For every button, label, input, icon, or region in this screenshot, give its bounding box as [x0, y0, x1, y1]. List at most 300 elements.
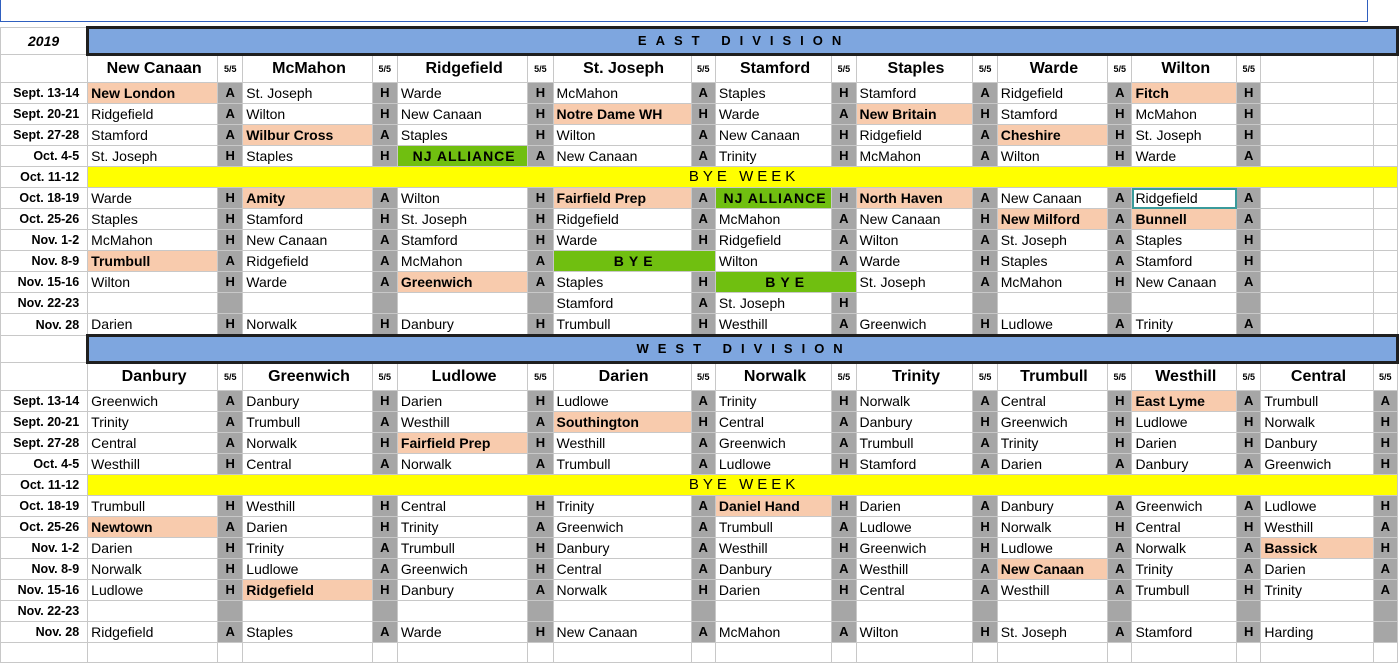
blank-cell[interactable] — [1261, 55, 1373, 83]
opponent-cell[interactable]: Wilton — [243, 104, 372, 125]
opponent-cell[interactable]: Ludlowe — [1261, 496, 1373, 517]
opponent-cell[interactable] — [997, 601, 1107, 622]
opponent-cell[interactable]: Trinity — [1261, 580, 1373, 601]
opponent-cell[interactable]: Ridgefield — [243, 580, 372, 601]
home-away-cell[interactable]: H — [372, 104, 397, 125]
home-away-cell[interactable]: H — [691, 314, 715, 336]
team-header[interactable]: New Canaan — [88, 55, 218, 83]
blank-cell[interactable] — [1237, 643, 1261, 663]
column-5-5-label[interactable]: 5/5 — [372, 55, 397, 83]
home-away-cell[interactable]: A — [832, 314, 856, 336]
opponent-cell[interactable]: Stamford — [856, 454, 973, 475]
home-away-cell[interactable] — [1373, 622, 1397, 643]
opponent-cell[interactable] — [397, 293, 527, 314]
home-away-cell[interactable]: H — [1237, 125, 1261, 146]
blank-cell[interactable] — [1373, 314, 1397, 336]
column-5-5-label[interactable]: 5/5 — [1237, 55, 1261, 83]
home-away-cell[interactable]: A — [832, 230, 856, 251]
week-date[interactable]: Oct. 25-26 — [1, 209, 88, 230]
opponent-cell[interactable]: Norwalk — [997, 517, 1107, 538]
home-away-cell[interactable]: A — [1108, 209, 1132, 230]
home-away-cell[interactable]: H — [1237, 412, 1261, 433]
home-away-cell[interactable]: A — [1373, 391, 1397, 412]
opponent-cell[interactable]: St. Joseph — [1132, 125, 1237, 146]
opponent-cell[interactable]: Greenwich — [1261, 454, 1373, 475]
blank-cell[interactable] — [1261, 293, 1373, 314]
home-away-cell[interactable]: A — [528, 412, 553, 433]
home-away-cell[interactable]: H — [528, 391, 553, 412]
blank-cell[interactable] — [1, 643, 88, 663]
home-away-cell[interactable]: H — [1373, 454, 1397, 475]
home-away-cell[interactable]: H — [218, 272, 243, 293]
home-away-cell[interactable] — [1237, 601, 1261, 622]
opponent-cell[interactable]: New Canaan — [715, 125, 831, 146]
home-away-cell[interactable]: H — [218, 230, 243, 251]
home-away-cell[interactable]: H — [1373, 433, 1397, 454]
home-away-cell[interactable]: H — [372, 314, 397, 336]
opponent-cell[interactable]: New Canaan — [397, 104, 527, 125]
opponent-cell[interactable]: Warde — [397, 622, 527, 643]
column-5-5-label[interactable]: 5/5 — [832, 55, 856, 83]
home-away-cell[interactable]: A — [1108, 230, 1132, 251]
opponent-cell[interactable]: St. Joseph — [997, 622, 1107, 643]
home-away-cell[interactable]: H — [832, 188, 856, 209]
home-away-cell[interactable]: H — [691, 272, 715, 293]
opponent-cell[interactable]: Trinity — [715, 146, 831, 167]
blank-cell[interactable] — [715, 643, 831, 663]
home-away-cell[interactable]: A — [1237, 188, 1261, 209]
opponent-cell[interactable]: Trumbull — [1132, 580, 1237, 601]
opponent-cell[interactable]: Greenwich — [397, 559, 527, 580]
opponent-cell[interactable]: Westhill — [1261, 517, 1373, 538]
blank-cell[interactable] — [1261, 83, 1373, 104]
blank-cell[interactable] — [1261, 251, 1373, 272]
home-away-cell[interactable]: A — [1373, 580, 1397, 601]
home-away-cell[interactable]: H — [1373, 412, 1397, 433]
home-away-cell[interactable]: H — [832, 293, 856, 314]
home-away-cell[interactable]: H — [1373, 538, 1397, 559]
home-away-cell[interactable] — [372, 601, 397, 622]
home-away-cell[interactable]: A — [973, 433, 997, 454]
blank-cell[interactable] — [973, 643, 997, 663]
east-division-title[interactable]: EAST DIVISION — [88, 28, 1398, 55]
home-away-cell[interactable] — [1108, 601, 1132, 622]
opponent-cell[interactable]: Notre Dame WH — [553, 104, 691, 125]
team-header[interactable]: Wilton — [1132, 55, 1237, 83]
home-away-cell[interactable] — [372, 293, 397, 314]
home-away-cell[interactable]: A — [832, 251, 856, 272]
home-away-cell[interactable]: A — [691, 293, 715, 314]
opponent-cell[interactable]: Trinity — [1132, 314, 1237, 336]
blank-cell[interactable] — [372, 643, 397, 663]
opponent-cell[interactable]: Warde — [88, 188, 218, 209]
home-away-cell[interactable]: H — [528, 83, 553, 104]
blank-cell[interactable] — [1373, 55, 1397, 83]
column-5-5-label[interactable]: 5/5 — [528, 363, 553, 391]
home-away-cell[interactable]: A — [1108, 559, 1132, 580]
home-away-cell[interactable]: H — [1108, 412, 1132, 433]
home-away-cell[interactable]: A — [832, 559, 856, 580]
home-away-cell[interactable]: H — [1108, 433, 1132, 454]
blank-cell[interactable] — [1373, 209, 1397, 230]
opponent-cell[interactable]: Norwalk — [243, 433, 372, 454]
home-away-cell[interactable]: A — [372, 272, 397, 293]
home-away-cell[interactable]: A — [528, 580, 553, 601]
blank-cell[interactable] — [528, 643, 553, 663]
home-away-cell[interactable]: A — [1108, 622, 1132, 643]
blank-cell[interactable] — [218, 643, 243, 663]
home-away-cell[interactable]: A — [1108, 251, 1132, 272]
opponent-cell[interactable]: Warde — [715, 104, 831, 125]
opponent-cell[interactable]: Staples — [715, 83, 831, 104]
team-header[interactable]: Ridgefield — [397, 55, 527, 83]
opponent-cell[interactable]: Stamford — [997, 104, 1107, 125]
opponent-cell[interactable]: Trinity — [553, 496, 691, 517]
opponent-cell[interactable]: New Canaan — [997, 559, 1107, 580]
week-date[interactable]: Oct. 11-12 — [1, 167, 88, 188]
opponent-cell[interactable] — [397, 601, 527, 622]
opponent-cell[interactable]: Greenwich — [856, 538, 973, 559]
home-away-cell[interactable] — [973, 293, 997, 314]
team-header[interactable]: Warde — [997, 55, 1107, 83]
opponent-cell[interactable]: Westhill — [397, 412, 527, 433]
blank-cell[interactable] — [691, 643, 715, 663]
home-away-cell[interactable]: A — [1237, 314, 1261, 336]
opponent-cell[interactable] — [1261, 601, 1373, 622]
home-away-cell[interactable]: A — [832, 209, 856, 230]
week-date[interactable]: Sept. 27-28 — [1, 125, 88, 146]
team-header[interactable]: Staples — [856, 55, 973, 83]
west-division-title[interactable]: WEST DIVISION — [88, 336, 1398, 363]
home-away-cell[interactable]: H — [528, 209, 553, 230]
home-away-cell[interactable]: A — [1237, 496, 1261, 517]
home-away-cell[interactable]: A — [1237, 538, 1261, 559]
home-away-cell[interactable]: H — [372, 146, 397, 167]
home-away-cell[interactable]: H — [218, 580, 243, 601]
home-away-cell[interactable]: A — [832, 433, 856, 454]
opponent-cell[interactable]: Staples — [997, 251, 1107, 272]
opponent-cell[interactable]: Trumbull — [88, 496, 218, 517]
opponent-cell[interactable]: NJ ALLIANCE — [715, 188, 831, 209]
opponent-cell[interactable]: Norwalk — [553, 580, 691, 601]
opponent-cell[interactable]: Ridgefield — [715, 230, 831, 251]
home-away-cell[interactable]: A — [691, 496, 715, 517]
opponent-cell[interactable]: Stamford — [397, 230, 527, 251]
opponent-cell[interactable]: NJ ALLIANCE — [397, 146, 527, 167]
team-header[interactable]: Stamford — [715, 55, 831, 83]
opponent-cell[interactable]: Central — [243, 454, 372, 475]
home-away-cell[interactable]: A — [1108, 496, 1132, 517]
opponent-cell[interactable]: Danbury — [243, 391, 372, 412]
opponent-cell[interactable]: Trumbull — [553, 314, 691, 336]
blank-cell[interactable] — [88, 643, 218, 663]
blank-cell[interactable] — [1108, 643, 1132, 663]
home-away-cell[interactable]: H — [973, 517, 997, 538]
opponent-cell[interactable]: Amity — [243, 188, 372, 209]
week-date[interactable]: Sept. 27-28 — [1, 433, 88, 454]
home-away-cell[interactable]: H — [832, 454, 856, 475]
opponent-cell[interactable]: Norwalk — [856, 391, 973, 412]
year-label[interactable]: 2019 — [1, 28, 88, 55]
home-away-cell[interactable]: H — [372, 517, 397, 538]
opponent-cell[interactable]: St. Joseph — [88, 146, 218, 167]
opponent-cell[interactable]: Trinity — [715, 391, 831, 412]
home-away-cell[interactable]: A — [832, 517, 856, 538]
opponent-cell[interactable] — [1132, 601, 1237, 622]
opponent-cell[interactable]: Westhill — [715, 538, 831, 559]
home-away-cell[interactable]: A — [218, 622, 243, 643]
opponent-cell[interactable]: Greenwich — [997, 412, 1107, 433]
home-away-cell[interactable]: H — [372, 580, 397, 601]
opponent-cell[interactable]: St. Joseph — [243, 83, 372, 104]
blank-cell[interactable] — [1261, 188, 1373, 209]
opponent-cell[interactable]: Norwalk — [397, 454, 527, 475]
opponent-cell[interactable] — [88, 601, 218, 622]
opponent-cell[interactable]: Central — [553, 559, 691, 580]
home-away-cell[interactable]: H — [973, 314, 997, 336]
opponent-cell[interactable]: Trinity — [997, 433, 1107, 454]
opponent-cell[interactable]: Wilbur Cross — [243, 125, 372, 146]
home-away-cell[interactable]: A — [691, 454, 715, 475]
opponent-cell[interactable]: Central — [397, 496, 527, 517]
blank-cell[interactable] — [1373, 230, 1397, 251]
blank-cell[interactable] — [1373, 125, 1397, 146]
home-away-cell[interactable]: H — [528, 433, 553, 454]
team-header[interactable]: Trumbull — [997, 363, 1107, 391]
home-away-cell[interactable]: A — [691, 209, 715, 230]
home-away-cell[interactable]: H — [1237, 580, 1261, 601]
opponent-cell[interactable]: Stamford — [243, 209, 372, 230]
home-away-cell[interactable]: A — [1237, 146, 1261, 167]
home-away-cell[interactable] — [1237, 293, 1261, 314]
home-away-cell[interactable]: A — [973, 272, 997, 293]
home-away-cell[interactable]: H — [1237, 433, 1261, 454]
blank-cell[interactable] — [1261, 643, 1373, 663]
column-5-5-label[interactable]: 5/5 — [973, 55, 997, 83]
home-away-cell[interactable]: A — [832, 104, 856, 125]
home-away-cell[interactable]: H — [832, 580, 856, 601]
home-away-cell[interactable]: A — [973, 146, 997, 167]
opponent-cell[interactable]: Ludlowe — [553, 391, 691, 412]
opponent-cell[interactable]: Warde — [243, 272, 372, 293]
home-away-cell[interactable]: A — [1108, 83, 1132, 104]
blank-cell[interactable] — [997, 643, 1107, 663]
opponent-cell[interactable]: Norwalk — [1261, 412, 1373, 433]
opponent-cell[interactable] — [243, 293, 372, 314]
home-away-cell[interactable]: H — [218, 454, 243, 475]
opponent-cell[interactable]: North Haven — [856, 188, 973, 209]
home-away-cell[interactable]: A — [973, 496, 997, 517]
home-away-cell[interactable]: A — [528, 146, 553, 167]
team-header[interactable]: Darien — [553, 363, 691, 391]
home-away-cell[interactable]: A — [691, 433, 715, 454]
opponent-cell[interactable]: Trinity — [397, 517, 527, 538]
home-away-cell[interactable]: H — [832, 125, 856, 146]
blank-cell[interactable] — [1373, 293, 1397, 314]
opponent-cell[interactable]: Ridgefield — [243, 251, 372, 272]
home-away-cell[interactable]: A — [1373, 517, 1397, 538]
team-header[interactable]: St. Joseph — [553, 55, 691, 83]
bye-cell[interactable]: BYE — [715, 272, 856, 293]
opponent-cell[interactable]: Darien — [243, 517, 372, 538]
opponent-cell[interactable]: Westhill — [856, 559, 973, 580]
opponent-cell[interactable]: Newtown — [88, 517, 218, 538]
opponent-cell[interactable]: Ludlowe — [997, 538, 1107, 559]
home-away-cell[interactable]: H — [528, 496, 553, 517]
home-away-cell[interactable]: A — [691, 622, 715, 643]
blank-cell[interactable] — [1373, 104, 1397, 125]
opponent-cell[interactable]: New Canaan — [243, 230, 372, 251]
opponent-cell[interactable]: New Britain — [856, 104, 973, 125]
blank-cell[interactable] — [1, 55, 88, 83]
home-away-cell[interactable]: A — [528, 272, 553, 293]
home-away-cell[interactable]: H — [691, 230, 715, 251]
home-away-cell[interactable]: A — [1108, 314, 1132, 336]
opponent-cell[interactable]: Norwalk — [1132, 538, 1237, 559]
opponent-cell[interactable]: McMahon — [997, 272, 1107, 293]
bye-week-banner[interactable]: BYE WEEK — [88, 475, 1398, 496]
opponent-cell[interactable]: Westhill — [715, 314, 831, 336]
opponent-cell[interactable]: Central — [997, 391, 1107, 412]
home-away-cell[interactable]: H — [528, 538, 553, 559]
home-away-cell[interactable]: H — [372, 83, 397, 104]
home-away-cell[interactable]: A — [973, 188, 997, 209]
opponent-cell[interactable]: St. Joseph — [997, 230, 1107, 251]
blank-cell[interactable] — [832, 643, 856, 663]
home-away-cell[interactable]: A — [691, 391, 715, 412]
home-away-cell[interactable]: H — [832, 146, 856, 167]
blank-cell[interactable] — [1, 336, 88, 363]
week-date[interactable]: Nov. 28 — [1, 622, 88, 643]
opponent-cell[interactable]: Staples — [243, 146, 372, 167]
team-header[interactable]: Trinity — [856, 363, 973, 391]
home-away-cell[interactable]: H — [218, 146, 243, 167]
week-date[interactable]: Nov. 8-9 — [1, 251, 88, 272]
opponent-cell[interactable]: Danbury — [856, 412, 973, 433]
opponent-cell[interactable]: Ludlowe — [243, 559, 372, 580]
opponent-cell[interactable]: Danbury — [1132, 454, 1237, 475]
opponent-cell[interactable]: Danbury — [1261, 433, 1373, 454]
team-header[interactable]: McMahon — [243, 55, 372, 83]
blank-cell[interactable] — [553, 643, 691, 663]
opponent-cell[interactable]: Bassick — [1261, 538, 1373, 559]
opponent-cell[interactable]: Westhill — [243, 496, 372, 517]
opponent-cell[interactable]: McMahon — [397, 251, 527, 272]
opponent-cell[interactable]: Greenwich — [1132, 496, 1237, 517]
home-away-cell[interactable]: A — [1108, 454, 1132, 475]
blank-cell[interactable] — [1373, 251, 1397, 272]
opponent-cell[interactable]: Trumbull — [553, 454, 691, 475]
blank-cell[interactable] — [1, 363, 88, 391]
opponent-cell[interactable]: Cheshire — [997, 125, 1107, 146]
home-away-cell[interactable]: A — [528, 251, 553, 272]
home-away-cell[interactable]: H — [218, 209, 243, 230]
home-away-cell[interactable]: A — [218, 104, 243, 125]
opponent-cell[interactable]: New Canaan — [1132, 272, 1237, 293]
column-5-5-label[interactable]: 5/5 — [691, 363, 715, 391]
opponent-cell[interactable]: Trumbull — [856, 433, 973, 454]
home-away-cell[interactable] — [973, 601, 997, 622]
week-date[interactable]: Nov. 8-9 — [1, 559, 88, 580]
column-5-5-label[interactable]: 5/5 — [372, 363, 397, 391]
opponent-cell[interactable]: Darien — [1132, 433, 1237, 454]
opponent-cell[interactable]: Wilton — [88, 272, 218, 293]
home-away-cell[interactable]: A — [372, 251, 397, 272]
home-away-cell[interactable]: H — [1108, 517, 1132, 538]
home-away-cell[interactable]: A — [691, 188, 715, 209]
opponent-cell[interactable]: McMahon — [715, 209, 831, 230]
opponent-cell[interactable]: Bunnell — [1132, 209, 1237, 230]
opponent-cell[interactable]: Southington — [553, 412, 691, 433]
home-away-cell[interactable]: H — [1373, 496, 1397, 517]
opponent-cell[interactable]: Greenwich — [715, 433, 831, 454]
opponent-cell[interactable]: Ridgefield — [553, 209, 691, 230]
home-away-cell[interactable]: H — [1108, 125, 1132, 146]
opponent-cell[interactable]: Ridgefield — [1132, 188, 1237, 209]
home-away-cell[interactable] — [832, 601, 856, 622]
home-away-cell[interactable]: A — [691, 538, 715, 559]
home-away-cell[interactable]: H — [218, 496, 243, 517]
blank-cell[interactable] — [1132, 643, 1237, 663]
week-date[interactable]: Oct. 18-19 — [1, 188, 88, 209]
column-5-5-label[interactable]: 5/5 — [832, 363, 856, 391]
opponent-cell[interactable]: Darien — [88, 538, 218, 559]
blank-cell[interactable] — [1261, 209, 1373, 230]
home-away-cell[interactable]: H — [372, 433, 397, 454]
opponent-cell[interactable]: Trinity — [1132, 559, 1237, 580]
home-away-cell[interactable]: H — [832, 538, 856, 559]
home-away-cell[interactable]: H — [528, 622, 553, 643]
week-date[interactable]: Oct. 25-26 — [1, 517, 88, 538]
week-date[interactable]: Nov. 28 — [1, 314, 88, 336]
home-away-cell[interactable]: A — [1237, 559, 1261, 580]
team-header[interactable]: Danbury — [88, 363, 218, 391]
home-away-cell[interactable]: H — [1237, 622, 1261, 643]
opponent-cell[interactable] — [88, 293, 218, 314]
opponent-cell[interactable]: Danbury — [397, 580, 527, 601]
opponent-cell[interactable]: Stamford — [88, 125, 218, 146]
column-5-5-label[interactable]: 5/5 — [691, 55, 715, 83]
opponent-cell[interactable]: Staples — [243, 622, 372, 643]
opponent-cell[interactable]: Wilton — [553, 125, 691, 146]
home-away-cell[interactable]: A — [372, 622, 397, 643]
blank-cell[interactable] — [1261, 314, 1373, 336]
opponent-cell[interactable]: Stamford — [1132, 251, 1237, 272]
home-away-cell[interactable]: A — [372, 230, 397, 251]
home-away-cell[interactable]: H — [218, 188, 243, 209]
home-away-cell[interactable]: H — [528, 104, 553, 125]
blank-cell[interactable] — [856, 643, 973, 663]
home-away-cell[interactable]: A — [218, 125, 243, 146]
blank-cell[interactable] — [1261, 230, 1373, 251]
formula-bar[interactable] — [0, 0, 1368, 22]
home-away-cell[interactable]: H — [1108, 272, 1132, 293]
column-5-5-label[interactable]: 5/5 — [218, 363, 243, 391]
opponent-cell[interactable]: Ludlowe — [997, 314, 1107, 336]
home-away-cell[interactable]: A — [528, 454, 553, 475]
opponent-cell[interactable]: Fitch — [1132, 83, 1237, 104]
home-away-cell[interactable]: H — [218, 538, 243, 559]
home-away-cell[interactable] — [218, 293, 243, 314]
team-header[interactable]: Ludlowe — [397, 363, 527, 391]
home-away-cell[interactable]: H — [1237, 230, 1261, 251]
home-away-cell[interactable]: A — [1108, 188, 1132, 209]
home-away-cell[interactable]: A — [1237, 454, 1261, 475]
home-away-cell[interactable]: A — [1237, 272, 1261, 293]
home-away-cell[interactable]: H — [973, 209, 997, 230]
home-away-cell[interactable]: A — [1237, 391, 1261, 412]
opponent-cell[interactable]: McMahon — [1132, 104, 1237, 125]
